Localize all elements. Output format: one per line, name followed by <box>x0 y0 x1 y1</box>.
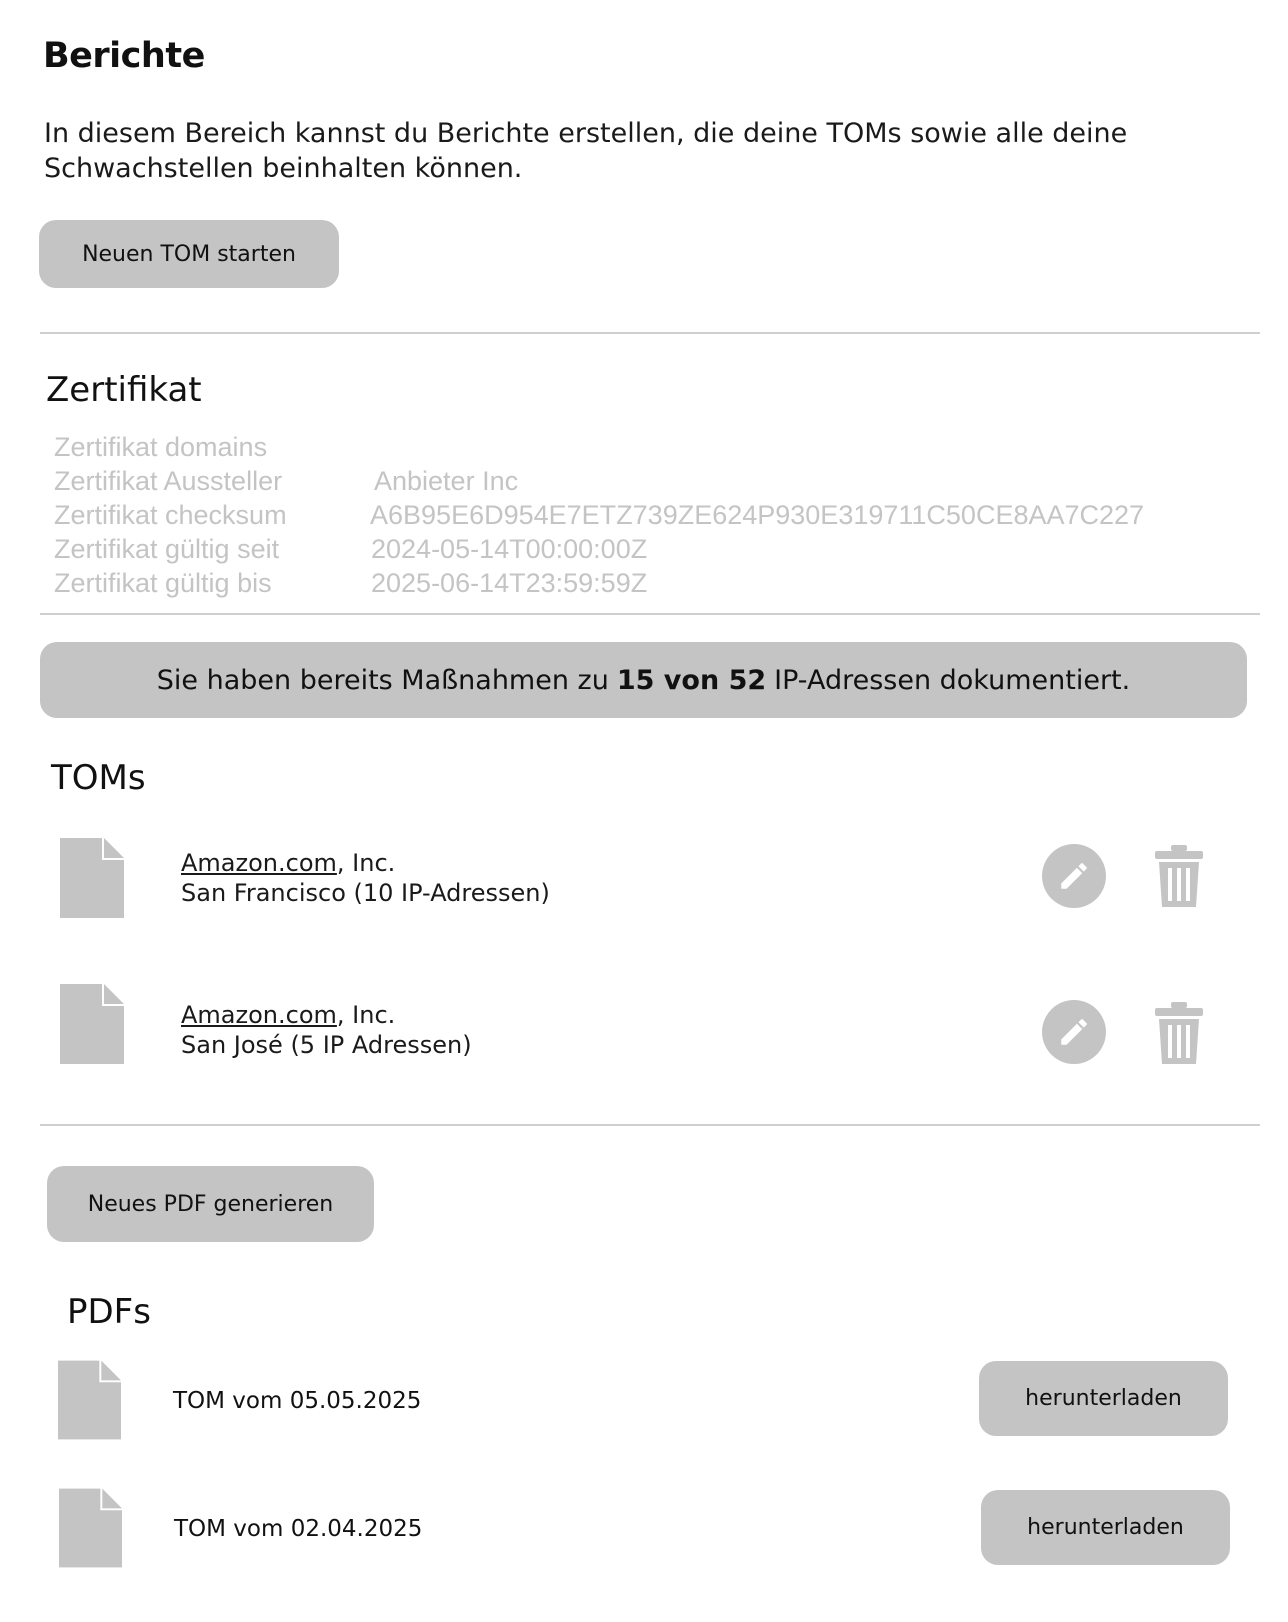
banner-count: 15 von 52 <box>616 664 767 696</box>
certificate-title: Zertifikat <box>46 370 202 410</box>
company-suffix: , Inc. <box>336 1001 396 1029</box>
toms-title: TOMs <box>51 758 146 798</box>
banner-suffix: IP-Adressen dokumentiert. <box>774 664 1131 696</box>
divider <box>40 332 1260 334</box>
tom-location: San Francisco (10 IP-Adressen) <box>181 879 550 907</box>
document-icon <box>58 1360 121 1440</box>
tom-company <box>181 1000 472 1030</box>
cert-label-valid-until: Zertifikat gültig bis <box>54 568 272 598</box>
cert-label-domains: Zertifikat domains <box>54 432 268 462</box>
tom-location: San José (5 IP Adressen) <box>181 1031 472 1059</box>
document-icon <box>59 1488 122 1568</box>
pdfs-title: PDFs <box>67 1292 151 1332</box>
cert-label-valid-from: Zertifikat gültig seit <box>54 534 280 564</box>
company-link[interactable]: Amazon.com <box>181 1001 337 1029</box>
intro-line-1: In diesem Bereich kannst du Berichte erstellen, die deine TOMs sowie alle deine <box>44 118 1128 149</box>
document-icon <box>60 984 124 1064</box>
cert-value-valid-from: 2024-05-14T00:00:00Z <box>371 534 648 564</box>
cert-label-issuer: Zertifikat Aussteller <box>54 466 283 496</box>
banner-prefix: Sie haben bereits Maßnahmen zu <box>156 664 609 696</box>
divider <box>40 1124 1260 1126</box>
new-tom-button[interactable]: Neuen TOM starten <box>39 220 339 288</box>
company-link[interactable]: Amazon.com <box>181 849 337 877</box>
intro-line-2: Schwachstellen beinhalten können. <box>44 153 523 184</box>
trash-icon[interactable] <box>1155 845 1203 907</box>
pencil-glyph <box>1057 1015 1091 1049</box>
generate-pdf-button[interactable]: Neues PDF generieren <box>47 1166 374 1242</box>
page-title: Berichte <box>43 36 205 76</box>
tom-text <box>181 1000 472 1060</box>
cert-value-checksum: A6B95E6D954E7ETZ739ZE624P930E319711C50CE8AA7C227 <box>370 500 1145 530</box>
cert-label-checksum: Zertifikat checksum <box>54 500 287 530</box>
pdf-name: TOM vom 02.04.2025 <box>174 1516 423 1542</box>
pencil-icon[interactable] <box>1042 1000 1106 1064</box>
divider <box>40 613 1260 615</box>
tom-company <box>181 848 550 878</box>
pencil-icon[interactable] <box>1042 844 1106 908</box>
company-suffix: , Inc. <box>336 849 396 877</box>
tom-text <box>181 848 550 908</box>
download-button[interactable]: herunterladen <box>981 1490 1230 1565</box>
pencil-glyph <box>1057 859 1091 893</box>
intro-text <box>44 116 1194 186</box>
cert-value-valid-until: 2025-06-14T23:59:59Z <box>371 568 648 598</box>
document-icon <box>60 838 124 918</box>
trash-icon[interactable] <box>1155 1002 1203 1064</box>
ip-progress-banner <box>40 642 1247 718</box>
pdf-name: TOM vom 05.05.2025 <box>173 1388 422 1414</box>
cert-value-issuer: Anbieter Inc <box>374 466 519 496</box>
download-button[interactable]: herunterladen <box>979 1361 1228 1436</box>
